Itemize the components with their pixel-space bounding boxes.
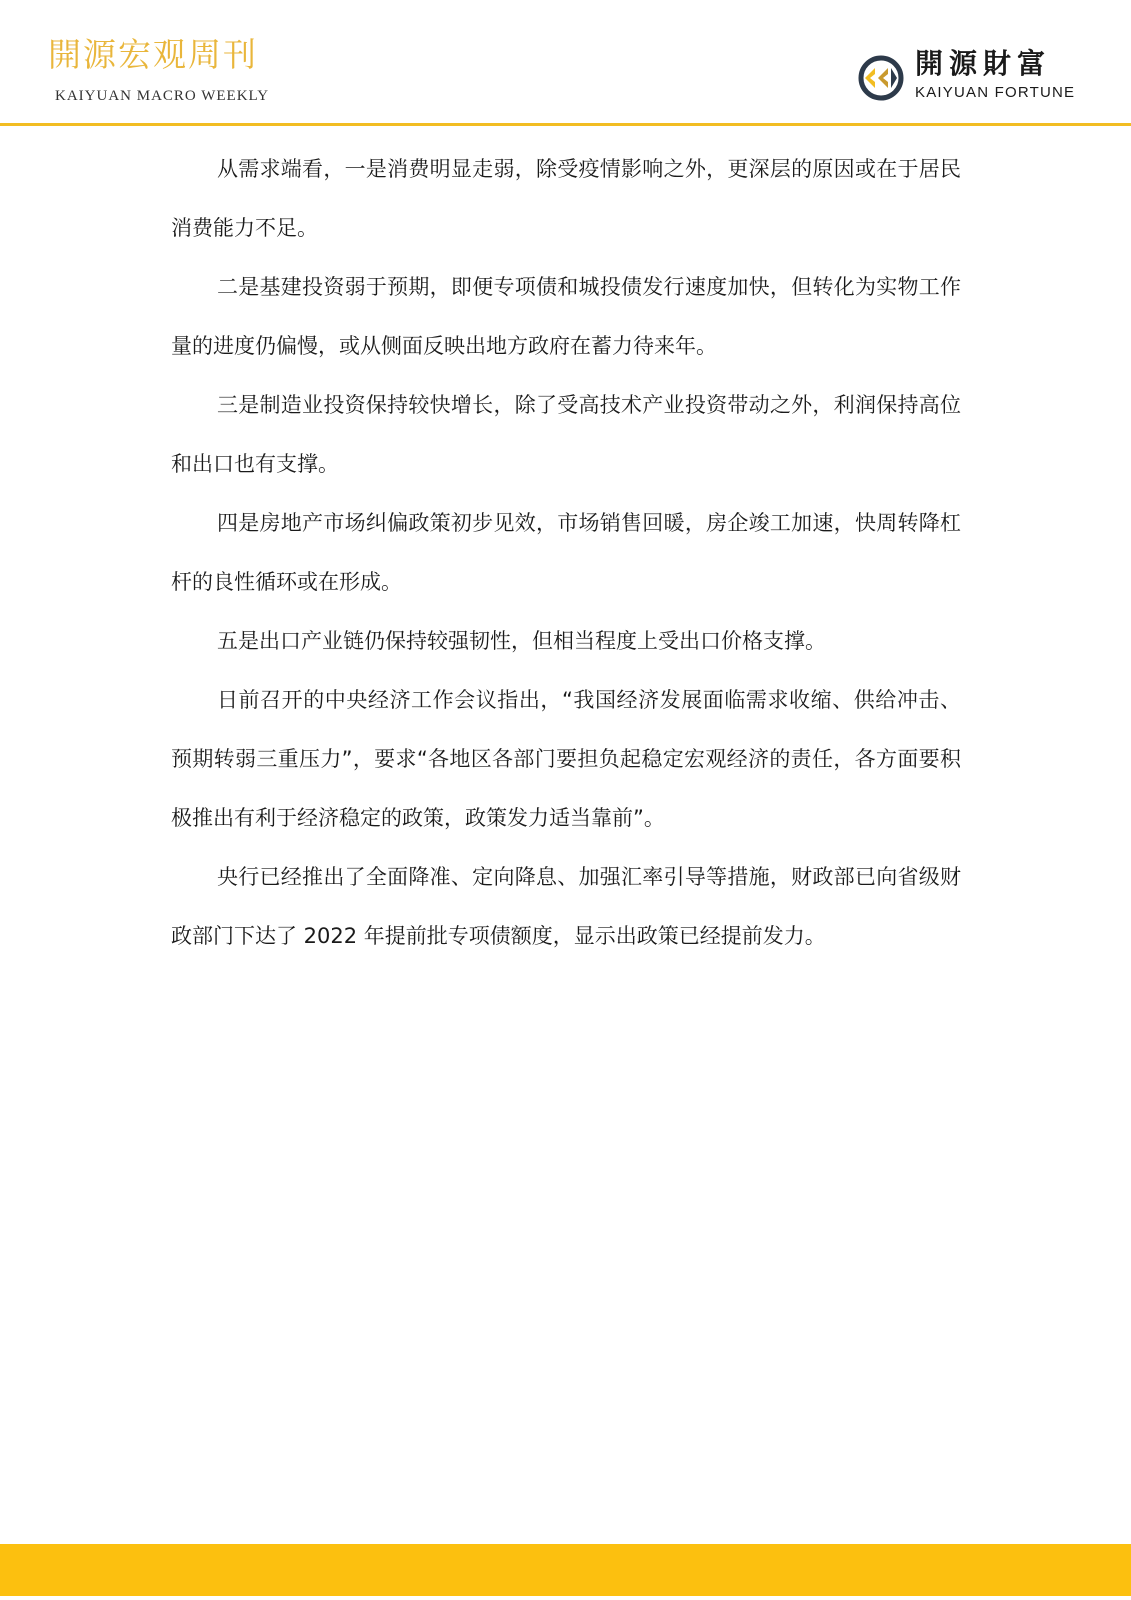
- paragraph: 五是出口产业链仍保持较强韧性，但相当程度上受出口价格支撑。: [217, 629, 826, 653]
- publication-subtitle: KAIYUAN MACRO WEEKLY: [55, 88, 270, 104]
- footer-band: [0, 1544, 1131, 1596]
- article-body: [171, 140, 961, 966]
- paragraph: 从需求端看，一是消费明显走弱，除受疫情影响之外，更深层的原因或在于居民消费能力不足。: [171, 157, 961, 240]
- paragraph: 三是制造业投资保持较快增长，除了受高技术产业投资带动之外，利润保持高位和出口也有支撑。: [171, 393, 961, 476]
- paragraph: 日前召开的中央经济工作会议指出，“我国经济发展面临需求收缩、供给冲击、预期转弱三重压力”，要求“各地区各部门要担负起稳定宏观经济的责任，各方面要积极推出有利于经济稳定的政策，政策发力适当靠前”。: [171, 688, 961, 830]
- brand-name-en: KAIYUAN FORTUNE: [915, 84, 1076, 101]
- publication-title: 開源宏观周刊: [48, 35, 258, 74]
- brand-logo: [857, 46, 1087, 110]
- header-divider: [0, 123, 1131, 126]
- kaiyuan-logo-icon: [857, 54, 905, 102]
- paragraph: 二是基建投资弱于预期，即便专项债和城投债发行速度加快，但转化为实物工作量的进度仍偏慢，或从侧面反映出地方政府在蓄力待来年。: [171, 275, 961, 358]
- brand-name-cn: 開源財富: [915, 47, 1052, 80]
- paragraph: 四是房地产市场纠偏政策初步见效，市场销售回暖，房企竣工加速，快周转降杠杆的良性循环或在形成。: [171, 511, 961, 594]
- paragraph: 央行已经推出了全面降准、定向降息、加强汇率引导等措施，财政部已向省级财政部门下达了 2022 年提前批专项债额度，显示出政策已经提前发力。: [171, 865, 961, 948]
- page-header: [0, 0, 1131, 126]
